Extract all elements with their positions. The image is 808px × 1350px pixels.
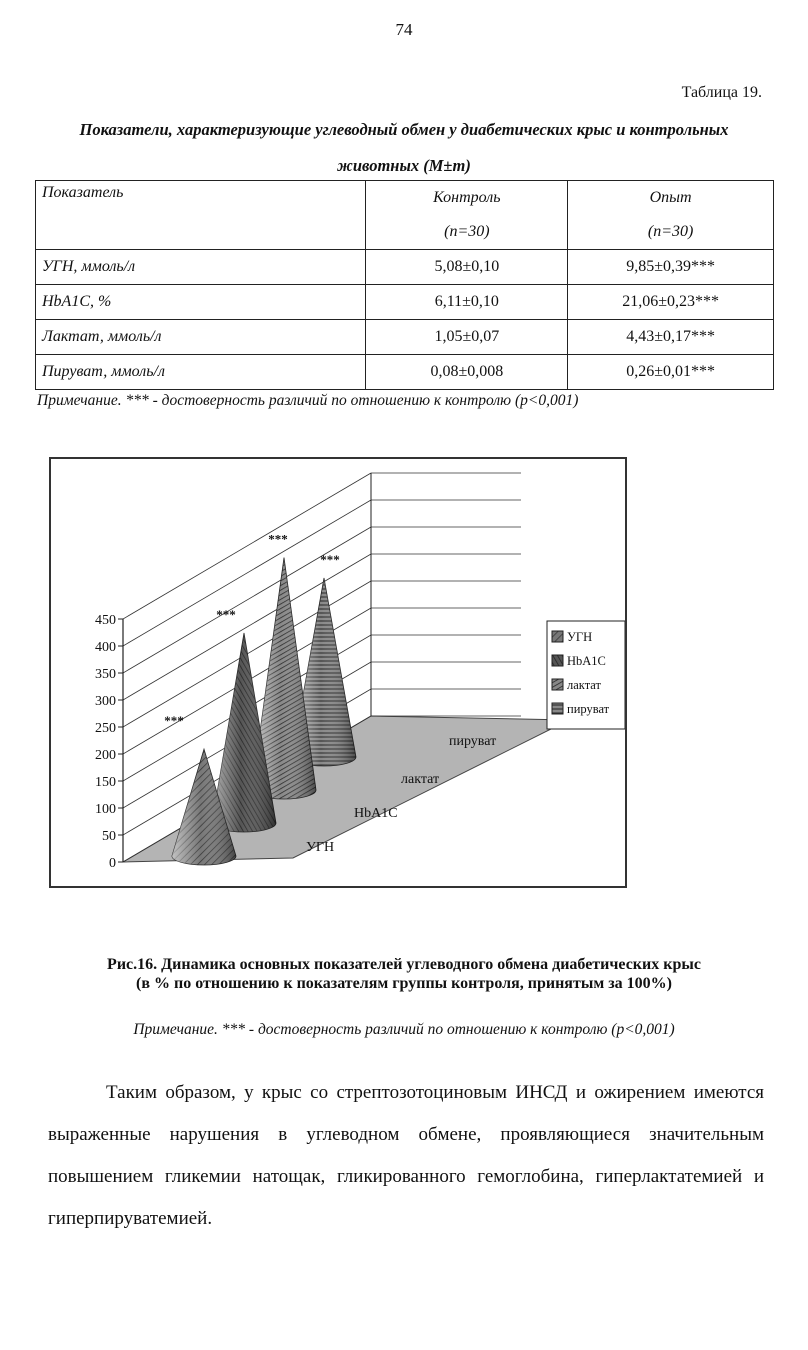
y-tick-label: 350: [95, 667, 116, 682]
significance-label: ***: [164, 713, 184, 729]
header-indicator: Показатель: [36, 181, 366, 250]
y-tick-label: 450: [95, 613, 116, 628]
page-number: 74: [395, 20, 413, 39]
table-row: [36, 320, 774, 355]
row-name: Пируват, ммоль/л: [36, 355, 366, 390]
y-tick-label: 400: [95, 640, 116, 655]
legend-label: HbA1C: [567, 654, 606, 668]
y-tick-label: 250: [95, 721, 116, 736]
figure-caption: [40, 955, 768, 993]
table-note: Примечание. *** - достоверность различий по отношению к контролю (p<0,001): [37, 392, 579, 409]
legend-swatch: [552, 703, 563, 714]
row-name: УГН, ммоль/л: [36, 250, 366, 285]
chart-frame: [49, 457, 627, 888]
row-name: Лактат, ммоль/л: [36, 320, 366, 355]
y-tick-label: 200: [95, 748, 116, 763]
y-tick-label: 50: [102, 829, 116, 844]
table-header-row: [36, 181, 774, 250]
header-control: [366, 181, 568, 250]
y-tick-label: 100: [95, 802, 116, 817]
data-table: [35, 180, 774, 390]
figure-note: Примечание. *** - достоверность различий по отношению к контролю (p<0,001): [133, 1021, 675, 1038]
row-name: HbA1C, %: [36, 285, 366, 320]
significance-label: ***: [320, 551, 340, 567]
row-experiment: 21,06±0,23***: [568, 285, 774, 320]
figure-caption-line1: Рис.16. Динамика основных показателей углеводного обмена диабетических крыс: [107, 956, 701, 973]
figure-caption-line2: (в % по отношению к показателям группы контроля, принятым за 100%): [136, 975, 672, 992]
row-control: 5,08±0,10: [366, 250, 568, 285]
significance-label: ***: [268, 531, 288, 547]
legend-label: пируват: [567, 702, 610, 716]
row-experiment: 0,26±0,01***: [568, 355, 774, 390]
table-row: [36, 285, 774, 320]
y-tick-label: 300: [95, 694, 116, 709]
gridline: [123, 473, 371, 619]
body-paragraph: Таким образом, у крыс со стрептозотоциновым ИНСД и ожирением имеются выраженные нарушения в углеводном обмене, проявляющиеся значительным повышением гликемии натощак, гликированного гемоглобина, гиперлактатемией и гиперпируватемией.: [48, 1082, 764, 1229]
legend-swatch: [552, 655, 563, 666]
category-label: HbA1C: [354, 806, 398, 821]
header-control-n: (n=30): [444, 223, 490, 240]
row-experiment: 4,43±0,17***: [568, 320, 774, 355]
legend-label: УГН: [567, 630, 593, 644]
row-control: 1,05±0,07: [366, 320, 568, 355]
legend-swatch: [552, 631, 563, 642]
header-experiment: [568, 181, 774, 250]
table-label: Таблица 19.: [681, 84, 762, 101]
row-control: 6,11±0,10: [366, 285, 568, 320]
significance-label: ***: [216, 606, 236, 622]
row-experiment: 9,85±0,39***: [568, 250, 774, 285]
category-label: УГН: [306, 840, 335, 855]
legend-label: лактат: [567, 678, 601, 692]
header-experiment-label: Опыт: [649, 189, 692, 206]
category-label: лактат: [401, 772, 440, 787]
table-title: Показатели, характеризующие углеводный обмен у диабетических крыс и контрольных животных (M±m): [79, 120, 729, 175]
legend-swatch: [552, 679, 563, 690]
cone-chart: [51, 459, 625, 886]
table-row: [36, 250, 774, 285]
y-tick-label: 150: [95, 775, 116, 790]
y-tick-label: 0: [109, 856, 116, 871]
header-control-label: Контроль: [433, 189, 501, 206]
header-experiment-n: (n=30): [647, 223, 694, 240]
category-label: пируват: [449, 734, 497, 749]
gridline: [123, 500, 371, 646]
table-row: [36, 355, 774, 390]
row-control: 0,08±0,008: [366, 355, 568, 390]
